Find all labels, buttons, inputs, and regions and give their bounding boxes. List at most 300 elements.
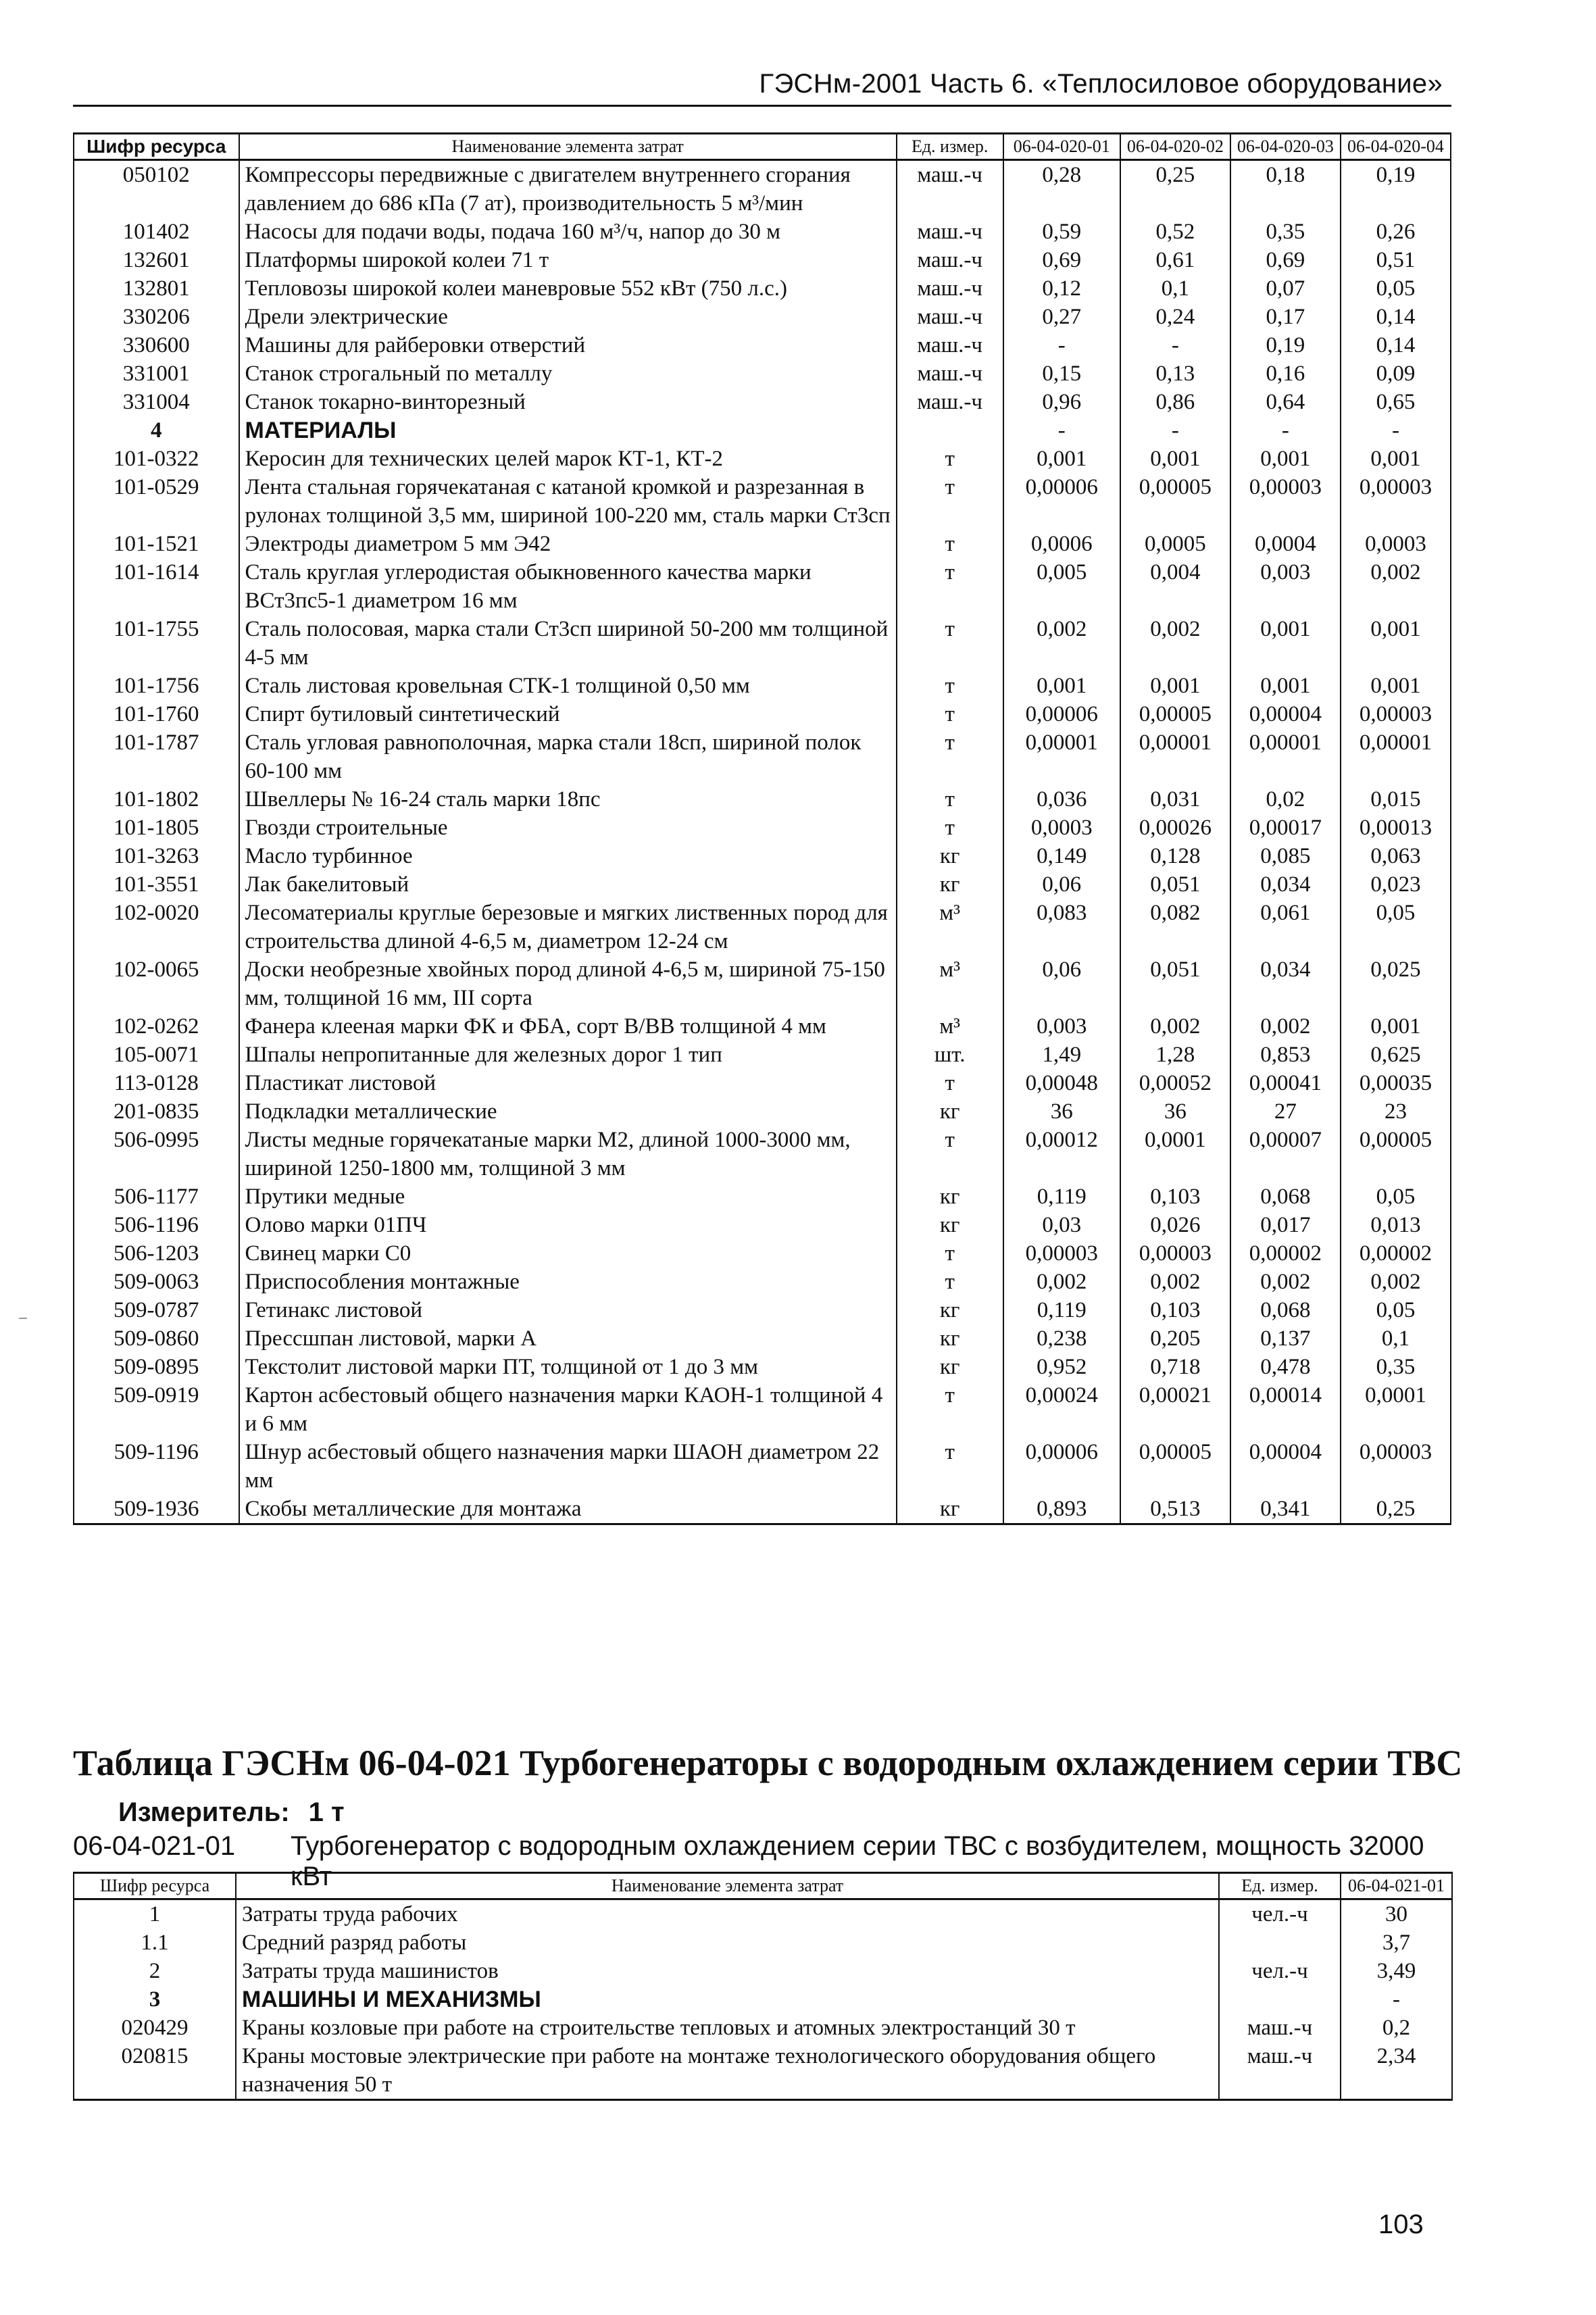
value-cell: 0,103	[1120, 1183, 1230, 1211]
table-row	[74, 1041, 1451, 1069]
resource-name-cell: Керосин для технических целей марок КТ-1, КТ-2	[239, 445, 897, 473]
value-cell: 0,00024	[1003, 1381, 1120, 1438]
resource-code-cell: 101-1755	[74, 615, 239, 672]
value-cell: 0,00002	[1341, 1239, 1451, 1268]
value-cell: 0,00021	[1120, 1381, 1230, 1438]
unit-cell: т	[897, 728, 1003, 785]
value-cell: 0,513	[1120, 1495, 1230, 1524]
value-cell: 0,718	[1120, 1353, 1230, 1381]
value-cell: 0,051	[1120, 870, 1230, 899]
resource-code-cell: 101-3551	[74, 870, 239, 899]
resource-name-cell: Станок токарно-винторезный	[239, 388, 897, 416]
value-cell: 0,12	[1003, 274, 1120, 303]
value-cell: 0,96	[1003, 388, 1120, 416]
value-cell: 0,00003	[1003, 1239, 1120, 1268]
resource-name-cell: Электроды диаметром 5 мм Э42	[239, 530, 897, 558]
unit-cell: чел.-ч	[1219, 1899, 1341, 1929]
table-row	[74, 1183, 1451, 1211]
table-row	[74, 1324, 1451, 1353]
value-cell: 0,00001	[1341, 728, 1451, 785]
value-cell: 0,14	[1341, 303, 1451, 331]
value-cell: 0,026	[1120, 1211, 1230, 1239]
unit-cell: маш.-ч	[897, 303, 1003, 331]
table-row	[74, 1438, 1451, 1495]
item-code: 06-04-021-01	[73, 1831, 236, 1861]
resource-code-cell: 132601	[74, 246, 239, 274]
table-row	[74, 388, 1451, 416]
unit-cell: маш.-ч	[897, 359, 1003, 388]
value-cell: 0,00017	[1230, 814, 1341, 842]
resource-code-cell: 101-1805	[74, 814, 239, 842]
value-cell: 0,031	[1120, 785, 1230, 814]
unit-cell: кг	[897, 1183, 1003, 1211]
resource-code-cell: 132801	[74, 274, 239, 303]
unit-cell: чел.-ч	[1219, 1957, 1341, 1985]
value-cell: 0,002	[1120, 615, 1230, 672]
resource-name-cell: Спирт бутиловый синтетический	[239, 700, 897, 728]
resource-name-cell: Свинец марки С0	[239, 1239, 897, 1268]
unit-cell: т	[897, 558, 1003, 615]
unit-cell: маш.-ч	[1219, 2014, 1341, 2042]
resource-code-cell: 1	[74, 1899, 236, 1929]
value-cell: 0,002	[1003, 1268, 1120, 1296]
resource-code-cell: 101-1787	[74, 728, 239, 785]
value-cell: 0,0001	[1341, 1381, 1451, 1438]
value-cell: 0,00007	[1230, 1126, 1341, 1183]
value-cell: 0,001	[1120, 672, 1230, 700]
value-cell: 0,082	[1120, 899, 1230, 955]
unit-cell: кг	[897, 870, 1003, 899]
unit-cell: кг	[897, 1097, 1003, 1126]
value-cell: 0,034	[1230, 870, 1341, 899]
unit-cell: т	[897, 700, 1003, 728]
unit-cell: т	[897, 785, 1003, 814]
value-cell: 0,00005	[1341, 1126, 1451, 1183]
value-cell: 0,853	[1230, 1041, 1341, 1069]
value-cell: 3,7	[1341, 1928, 1452, 1957]
value-cell: 0,051	[1120, 955, 1230, 1012]
value-cell: 0,13	[1120, 359, 1230, 388]
value-cell: 0,00012	[1003, 1126, 1120, 1183]
value-cell: 0,03	[1003, 1211, 1120, 1239]
value-cell: 0,00001	[1230, 728, 1341, 785]
value-cell: 0,00004	[1230, 1438, 1341, 1495]
value-cell: 0,00001	[1003, 728, 1120, 785]
value-cell: 0,1	[1341, 1324, 1451, 1353]
running-header: ГЭСНм-2001 Часть 6. «Теплосиловое оборудование»	[759, 69, 1443, 99]
resource-name-cell: Доски необрезные хвойных пород длиной 4-6,5 м, шириной 75-150 мм, толщиной 16 мм, III сорта	[239, 955, 897, 1012]
resource-code-cell: 509-0860	[74, 1324, 239, 1353]
value-cell: 0,001	[1341, 615, 1451, 672]
resource-name-cell: Тепловозы широкой колеи маневровые 552 кВт (750 л.с.)	[239, 274, 897, 303]
value-cell: 0,61	[1120, 246, 1230, 274]
value-cell: 0,16	[1230, 359, 1341, 388]
resource-code-cell: 201-0835	[74, 1097, 239, 1126]
resource-code-cell: 509-0063	[74, 1268, 239, 1296]
resource-name-cell: Станок строгальный по металлу	[239, 359, 897, 388]
value-cell: 0,27	[1003, 303, 1120, 331]
resource-code-cell: 506-1196	[74, 1211, 239, 1239]
unit-cell: т	[897, 1126, 1003, 1183]
resource-name-cell: Средний разряд работы	[236, 1928, 1219, 1957]
value-cell: 0,002	[1003, 615, 1120, 672]
resource-code-cell: 330206	[74, 303, 239, 331]
unit-cell: т	[897, 530, 1003, 558]
table-row	[74, 274, 1451, 303]
value-cell: 0,001	[1230, 672, 1341, 700]
value-cell: 0,00005	[1120, 1438, 1230, 1495]
value-cell: 0,001	[1120, 445, 1230, 473]
table-row	[74, 899, 1451, 955]
resource-name-cell: Картон асбестовый общего назначения марки КАОН-1 толщиной 4 и 6 мм	[239, 1381, 897, 1438]
value-cell: 0,063	[1341, 842, 1451, 870]
unit-cell: т	[897, 1069, 1003, 1097]
table-row	[74, 1353, 1451, 1381]
unit-cell: кг	[897, 842, 1003, 870]
value-cell: 0,003	[1230, 558, 1341, 615]
table-row	[74, 672, 1451, 700]
value-cell: 0,15	[1003, 359, 1120, 388]
resource-name-cell: Сталь угловая равнополочная, марка стали 18сп, шириной полок 60-100 мм	[239, 728, 897, 785]
resource-table-06-04-021	[73, 1872, 1453, 2101]
value-cell: 0,06	[1003, 870, 1120, 899]
value-cell: 0,001	[1230, 445, 1341, 473]
unit-cell: т	[897, 445, 1003, 473]
resource-name-cell: Масло турбинное	[239, 842, 897, 870]
unit-cell: маш.-ч	[897, 160, 1003, 218]
value-cell: -	[1120, 331, 1230, 359]
unit-cell: т	[897, 672, 1003, 700]
resource-code-cell: 020815	[74, 2042, 236, 2100]
column-header: Наименование элемента затрат	[239, 134, 897, 160]
resource-code-cell: 506-1177	[74, 1183, 239, 1211]
value-cell: 1,49	[1003, 1041, 1120, 1069]
value-cell: 0,015	[1341, 785, 1451, 814]
resource-name-cell: Дрели электрические	[239, 303, 897, 331]
resource-name-cell: Платформы широкой колеи 71 т	[239, 246, 897, 274]
value-cell: 0,19	[1341, 160, 1451, 218]
value-cell: 0,00035	[1341, 1069, 1451, 1097]
resource-code-cell: 509-0919	[74, 1381, 239, 1438]
value-cell: 0,0004	[1230, 530, 1341, 558]
value-cell: 36	[1120, 1097, 1230, 1126]
table-row	[74, 814, 1451, 842]
value-cell: 0,036	[1003, 785, 1120, 814]
value-cell: 0,00006	[1003, 700, 1120, 728]
value-cell: -	[1341, 1985, 1452, 2014]
value-cell: 0,00013	[1341, 814, 1451, 842]
resource-name-cell: Краны козловые при работе на строительстве тепловых и атомных электростанций 30 т	[236, 2014, 1219, 2042]
value-cell: 0,00003	[1341, 700, 1451, 728]
resource-name-cell: Насосы для подачи воды, подача 160 м³/ч, напор до 30 м	[239, 218, 897, 246]
resource-name-cell: Текстолит листовой марки ПТ, толщиной от 1 до 3 мм	[239, 1353, 897, 1381]
value-cell: 36	[1003, 1097, 1120, 1126]
table-row	[74, 1296, 1451, 1324]
table-row	[74, 1012, 1451, 1041]
resource-name-cell: Фанера клееная марки ФК и ФБА, сорт В/ВВ толщиной 4 мм	[239, 1012, 897, 1041]
table-body	[74, 160, 1451, 1524]
resource-code-cell: 101-1614	[74, 558, 239, 615]
unit-cell: м³	[897, 899, 1003, 955]
value-cell: 0,001	[1341, 672, 1451, 700]
value-cell: 0,023	[1341, 870, 1451, 899]
value-cell: 0,25	[1341, 1495, 1451, 1524]
unit-cell: маш.-ч	[897, 246, 1003, 274]
value-cell: 2,34	[1341, 2042, 1452, 2100]
value-cell: 0,001	[1003, 672, 1120, 700]
value-cell: 0,025	[1341, 955, 1451, 1012]
resource-name-cell: Машины для райберовки отверстий	[239, 331, 897, 359]
column-header: Шифр ресурса	[74, 1873, 236, 1899]
value-cell: 0,0005	[1120, 530, 1230, 558]
value-cell: 0,02	[1230, 785, 1341, 814]
resource-name-cell: Приспособления монтажные	[239, 1268, 897, 1296]
resource-name-cell: Листы медные горячекатаные марки М2, длиной 1000-3000 мм, шириной 1250-1800 мм, толщиной 3 мм	[239, 1126, 897, 1183]
value-cell: 0,103	[1120, 1296, 1230, 1324]
value-cell: 0,085	[1230, 842, 1341, 870]
value-cell: 0,25	[1120, 160, 1230, 218]
table-row	[74, 842, 1451, 870]
value-cell: 0,061	[1230, 899, 1341, 955]
table-row	[74, 870, 1451, 899]
column-header: 06-04-020-02	[1120, 134, 1230, 160]
unit-cell: т	[897, 615, 1003, 672]
resource-code-cell: 330600	[74, 331, 239, 359]
resource-name-cell: Краны мостовые электрические при работе на монтаже технологического оборудования общего назначения 50 т	[236, 2042, 1219, 2100]
resource-name-cell: Гетинакс листовой	[239, 1296, 897, 1324]
value-cell: 0,003	[1003, 1012, 1120, 1041]
resource-name-cell: Лесоматериалы круглые березовые и мягких лиственных пород для строительства длиной 4-6,5 м, диаметром 12-24 см	[239, 899, 897, 955]
table-row	[74, 1239, 1451, 1268]
value-cell: 0,00052	[1120, 1069, 1230, 1097]
value-cell: 0,137	[1230, 1324, 1341, 1353]
table-row	[74, 416, 1451, 445]
resource-name-cell: МАШИНЫ И МЕХАНИЗМЫ	[236, 1985, 1219, 2014]
table-header-row	[74, 134, 1451, 160]
resource-code-cell: 509-1936	[74, 1495, 239, 1524]
resource-name-cell: Гвозди строительные	[239, 814, 897, 842]
unit-cell: т	[897, 1239, 1003, 1268]
resource-name-cell: Подкладки металлические	[239, 1097, 897, 1126]
resource-code-cell: 102-0262	[74, 1012, 239, 1041]
table-row	[74, 160, 1451, 218]
meter-value: 1 т	[308, 1797, 345, 1827]
unit-cell	[897, 416, 1003, 445]
value-cell: 0,17	[1230, 303, 1341, 331]
value-cell: 3,49	[1341, 1957, 1452, 1985]
table-row	[74, 1957, 1452, 1985]
table-row	[74, 615, 1451, 672]
resource-code-cell: 050102	[74, 160, 239, 218]
resource-name-cell: Сталь листовая кровельная СТК-1 толщиной 0,50 мм	[239, 672, 897, 700]
table-row	[74, 1495, 1451, 1524]
column-header: Ед. измер.	[1219, 1873, 1341, 1899]
value-cell: 0,00014	[1230, 1381, 1341, 1438]
value-cell: 0,083	[1003, 899, 1120, 955]
table-body	[74, 1899, 1452, 2100]
value-cell: 0,893	[1003, 1495, 1120, 1524]
value-cell: 0,149	[1003, 842, 1120, 870]
value-cell: 0,1	[1120, 274, 1230, 303]
resource-code-cell: 3	[74, 1985, 236, 2014]
value-cell: 0,625	[1341, 1041, 1451, 1069]
value-cell: 0,119	[1003, 1296, 1120, 1324]
unit-cell	[1219, 1928, 1341, 1957]
value-cell: 0,068	[1230, 1296, 1341, 1324]
value-cell: -	[1341, 416, 1451, 445]
resource-code-cell: 102-0065	[74, 955, 239, 1012]
value-cell: -	[1230, 416, 1341, 445]
table-row	[74, 558, 1451, 615]
resource-code-cell: 2	[74, 1957, 236, 1985]
value-cell: 0,28	[1003, 160, 1120, 218]
value-cell: 0,00003	[1230, 473, 1341, 530]
unit-cell: маш.-ч	[897, 274, 1003, 303]
value-cell: 0,00041	[1230, 1069, 1341, 1097]
resource-code-cell: 331004	[74, 388, 239, 416]
value-cell: 0,341	[1230, 1495, 1341, 1524]
table-row	[74, 1126, 1451, 1183]
value-cell: 0,0001	[1120, 1126, 1230, 1183]
resource-name-cell: Лак бакелитовый	[239, 870, 897, 899]
table-row	[74, 1097, 1451, 1126]
unit-cell: кг	[897, 1495, 1003, 1524]
value-cell: 0,0006	[1003, 530, 1120, 558]
value-cell: 0,09	[1341, 359, 1451, 388]
value-cell: 0,00006	[1003, 1438, 1120, 1495]
value-cell: 0,14	[1341, 331, 1451, 359]
table-row	[74, 1985, 1452, 2014]
resource-code-cell: 102-0020	[74, 899, 239, 955]
unit-cell: маш.-ч	[897, 218, 1003, 246]
table-row	[74, 303, 1451, 331]
value-cell: 0,65	[1341, 388, 1451, 416]
value-cell: 0,001	[1230, 615, 1341, 672]
value-cell: 0,017	[1230, 1211, 1341, 1239]
table-row	[74, 473, 1451, 530]
value-cell: 0,05	[1341, 899, 1451, 955]
value-cell: 0,69	[1003, 246, 1120, 274]
resource-name-cell: Олово марки 01ПЧ	[239, 1211, 897, 1239]
value-cell: 0,26	[1341, 218, 1451, 246]
resource-name-cell: Скобы металлические для монтажа	[239, 1495, 897, 1524]
value-cell: 0,00005	[1120, 700, 1230, 728]
unit-cell	[1219, 1985, 1341, 2014]
unit-cell: т	[897, 473, 1003, 530]
resource-table-06-04-020	[73, 132, 1451, 1525]
table-row	[74, 728, 1451, 785]
resource-code-cell: 509-0787	[74, 1296, 239, 1324]
table-row	[74, 1899, 1452, 1929]
value-cell: 0,205	[1120, 1324, 1230, 1353]
value-cell: 0,00001	[1120, 728, 1230, 785]
table-row	[74, 359, 1451, 388]
meter-label: Измеритель:	[118, 1797, 290, 1827]
value-cell: 0,00026	[1120, 814, 1230, 842]
item-description: Турбогенератор с водородным охлаждением серии ТВС с возбудителем, мощность 32000 кВт	[291, 1831, 1424, 1891]
value-cell: 0,002	[1120, 1012, 1230, 1041]
value-cell: 0,068	[1230, 1183, 1341, 1211]
value-cell: 0,00005	[1120, 473, 1230, 530]
unit-cell: кг	[897, 1211, 1003, 1239]
table-row	[74, 2042, 1452, 2100]
value-cell: 0,002	[1230, 1268, 1341, 1296]
resource-name-cell: Компрессоры передвижные с двигателем внутреннего сгорания давлением до 686 кПа (7 ат), производительность 5 м³/мин	[239, 160, 897, 218]
value-cell: 0,35	[1341, 1353, 1451, 1381]
resource-code-cell: 101-1802	[74, 785, 239, 814]
value-cell: 0,0003	[1341, 530, 1451, 558]
value-cell: 0,034	[1230, 955, 1341, 1012]
table-row	[74, 1268, 1451, 1296]
value-cell: 0,00003	[1341, 1438, 1451, 1495]
column-header: Ед. измер.	[897, 134, 1003, 160]
table-row	[74, 445, 1451, 473]
value-cell: 0,86	[1120, 388, 1230, 416]
resource-name-cell: Затраты труда рабочих	[236, 1899, 1219, 1929]
value-cell: 30	[1341, 1899, 1452, 1929]
resource-code-cell: 4	[74, 416, 239, 445]
value-cell: 0,19	[1230, 331, 1341, 359]
unit-cell: м³	[897, 1012, 1003, 1041]
value-cell: 0,00048	[1003, 1069, 1120, 1097]
column-header: 06-04-020-04	[1341, 134, 1451, 160]
resource-code-cell: 101-0322	[74, 445, 239, 473]
table-row	[74, 218, 1451, 246]
value-cell: 0,2	[1341, 2014, 1452, 2042]
table-row	[74, 246, 1451, 274]
resource-code-cell: 101-1756	[74, 672, 239, 700]
value-cell: 0,013	[1341, 1211, 1451, 1239]
value-cell: -	[1003, 331, 1120, 359]
value-cell: 0,06	[1003, 955, 1120, 1012]
value-cell: 0,001	[1341, 445, 1451, 473]
resource-code-cell: 331001	[74, 359, 239, 388]
resource-code-cell: 101402	[74, 218, 239, 246]
value-cell: 1,28	[1120, 1041, 1230, 1069]
resource-code-cell: 020429	[74, 2014, 236, 2042]
resource-name-cell: Пластикат листовой	[239, 1069, 897, 1097]
unit-cell: т	[897, 1381, 1003, 1438]
table-row	[74, 955, 1451, 1012]
resource-code-cell: 1.1	[74, 1928, 236, 1957]
column-header: Шифр ресурса	[74, 134, 239, 160]
resource-name-cell: Шнур асбестовый общего назначения марки ШАОН диаметром 22 мм	[239, 1438, 897, 1495]
value-cell: 0,05	[1341, 1183, 1451, 1211]
table-row	[74, 1211, 1451, 1239]
resource-code-cell: 101-1521	[74, 530, 239, 558]
resource-name-cell: Сталь круглая углеродистая обыкновенного качества марки ВСт3пс5-1 диаметром 16 мм	[239, 558, 897, 615]
header-rule	[73, 105, 1451, 107]
resource-name-cell: Прессшпан листовой, марки А	[239, 1324, 897, 1353]
unit-cell: маш.-ч	[897, 331, 1003, 359]
column-header: 06-04-021-01	[1341, 1873, 1452, 1899]
resource-code-cell: 509-0895	[74, 1353, 239, 1381]
resource-name-cell: МАТЕРИАЛЫ	[239, 416, 897, 445]
value-cell: 0,478	[1230, 1353, 1341, 1381]
value-cell: 0,69	[1230, 246, 1341, 274]
table-row	[74, 331, 1451, 359]
table-row	[74, 1928, 1452, 1957]
value-cell: 0,35	[1230, 218, 1341, 246]
value-cell: 23	[1341, 1097, 1451, 1126]
value-cell: 0,005	[1003, 558, 1120, 615]
column-header: 06-04-020-01	[1003, 134, 1120, 160]
unit-cell: т	[897, 814, 1003, 842]
value-cell: 0,952	[1003, 1353, 1120, 1381]
value-cell: 0,24	[1120, 303, 1230, 331]
column-header: 06-04-020-03	[1230, 134, 1341, 160]
value-cell: 0,00003	[1120, 1239, 1230, 1268]
